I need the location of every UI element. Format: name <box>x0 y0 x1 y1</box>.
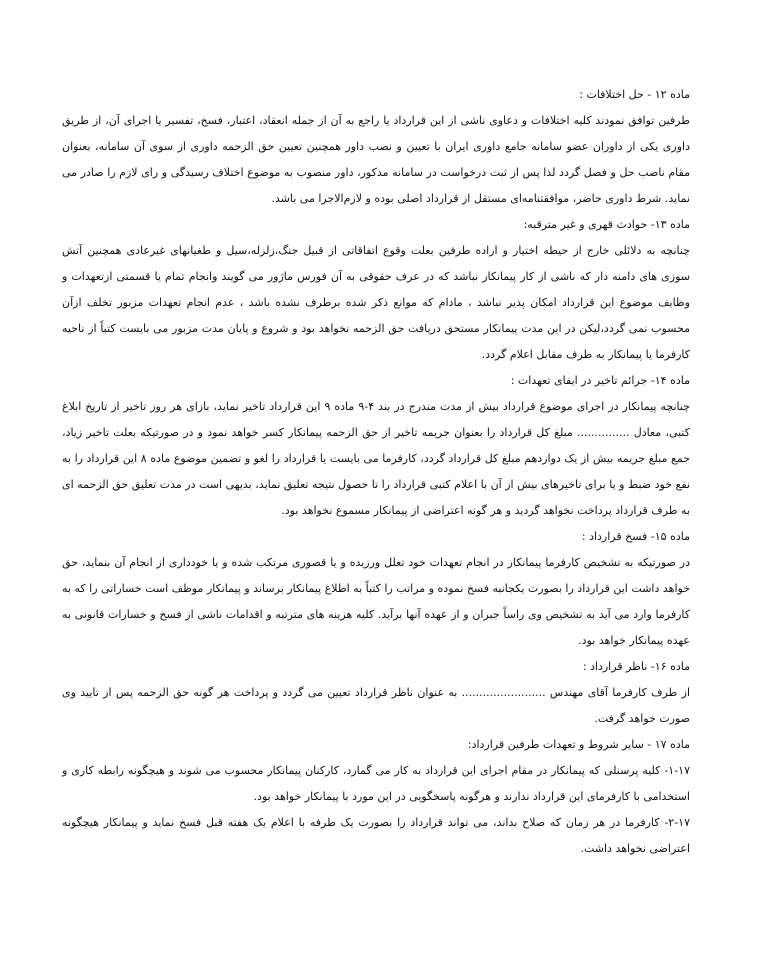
article-17 <box>62 732 690 862</box>
article-paragraph: از طرف کارفرما آقای مهندس ........................ به عنوان ناظر قرارداد تعیین می گردد و پرداخت هر گونه حق الزحمه پس از تایید وی صورت خواهد گرفت. <box>62 686 690 725</box>
article-paragraph: ۱-۱۷- کلیه پرسنلی که پیمانکار در مقام اجرای این قرارداد به کار می گمارد، کارکنان پیمانکار محسوب می شوند و هیچگونه رابطه کاری و استخدامی با کارفرمای این قرارداد ندارند و هرگونه پاسخگویی در این مورد با پیمانکار خواهد بود. <box>62 764 690 803</box>
article-14 <box>62 368 690 524</box>
article-heading: ماده ۱۲ - حل اختلافات : <box>579 88 690 101</box>
article-12 <box>62 82 690 212</box>
article-13 <box>62 212 690 368</box>
article-16 <box>62 654 690 732</box>
article-paragraph: طرفین توافق نمودند کلیه اختلافات و دعاوی ناشی از این قرارداد یا راجع به آن از جمله انعقاد، اعتبار، فسخ، تفسیر یا اجرای آن، از طریق داوری یکی از داوران عضو سامانه جامع داوری ایران با تعیین و نصب داور همچنین تعیین حق الزحمه داوری از سوی آن سامانه، بعنوان مقام ناصب حل و فصل گردد لذا پس از ثبت درخواست در سامانه مذکور، داور منصوب به موضوع اختلاف رسیدگی و رای لازم را صادر می نماید. شرط داوری حاضر، موافقتنامه‌ای مستقل از قرارداد اصلی بوده و لازم‌الاجرا می باشد. <box>62 114 690 205</box>
article-heading: ماده ۱۶- ناظر قرارداد : <box>582 660 690 673</box>
article-paragraph: چنانچه پیمانکار در اجرای موضوع قرارداد بیش از مدت مندرج در بند ۴-۹ ماده ۹ این قرارداد تاخیر نماید، بازای هر روز تاخیر از تاریخ ابلاغ کتبی، معادل ............... مبلغ کل قرارداد را بعنوان جریمه تاخیر از حق الزحمه پیمانکار کسر خواهد نمود و در صورتیکه بعلت تاخیر زیاد، جمع مبلغ جریمه بیش از یک دوازدهم مبلغ کل قرارداد گردد، کارفرما می بایست یا قرارداد را لغو و تضمین موضوع ماده ۸ این قرارداد را به نفع خود ضبط و یا برای تاخیرهای بیش از آن با اعلام کتبی قرارداد را تا حصول نتیجه تعلیق نماید، بدیهی است در مدت تعلیق حق الزحمه ای به طرف قرارداد پرداخت نخواهد گردید و هر گونه اعتراضی از پیمانکار مسموع نخواهد بود. <box>62 400 691 517</box>
article-heading: ماده ۱۵- فسخ قرارداد : <box>581 530 690 543</box>
article-paragraph: چنانچه به دلائلی خارج از حیطه اختیار و اراده طرفین بعلت وقوع اتفاقاتی از قبیل جنگ،زلزله،سیل و طغیانهای غیرعادی همچنین آتش سوزی های دامنه دار که ناشی از کار پیمانکار نباشد که در عرف حقوقی به آن فورس ماژور می گویند وانجام تمام یا قسمتی ازتعهدات و وظایف موضوع این قرارداد امکان پذیر نباشد ، مادام که موانع ذکر شده برطرف نشده باشد ، عدم انجام تعهدات مزبور تخلف ازآن محسوب نمی گردد،لیکن در این مدت پیمانکار مستحق دریافت حق الزحمه نخواهد بود و شروع و پایان مدت مزبور می بایست کتباً از ناحیه کارفرما یا پیمانکار به طرف مقابل اعلام گردد. <box>62 244 690 361</box>
article-heading: ماده ۱۴- جرائم تاخیر در ایفای تعهدات : <box>510 374 690 387</box>
contract-text <box>62 82 690 862</box>
article-heading: ماده ۱۳- حوادث قهری و غیر مترقبه: <box>523 218 690 231</box>
article-heading: ماده ۱۷ - سایر شروط و تعهدات طرفین قرارداد: <box>467 738 690 751</box>
article-15 <box>62 524 690 654</box>
article-paragraph: ۲-۱۷- کارفرما در هر زمان که صلاح بداند، می تواند قرارداد را بصورت یک طرفه با اعلام یک هفته قبل فسخ نماید و پیمانکار هیچگونه اعتراضی نخواهد داشت. <box>62 816 690 855</box>
article-paragraph: در صورتیکه به تشخیص کارفرما پیمانکار در انجام تعهدات خود تعلل ورزیده و یا قصوری مرتکب شده و یا خودداری از انجام آن بنماید، حق خواهد داشت این قرارداد را بصورت یکجانبه فسخ نموده و مراتب را کتباً به اطلاع پیمانکار برساند و پیمانکار موظف است خساراتی را که به کارفرما وارد می آید به تشخیص وی راساً جبران و از عهده آنها برآید. کلیه هزینه های مترتبه و اقدامات ناشی از فسخ و خسارات قانونی به عهده پیمانکار خواهد بود. <box>62 556 690 647</box>
